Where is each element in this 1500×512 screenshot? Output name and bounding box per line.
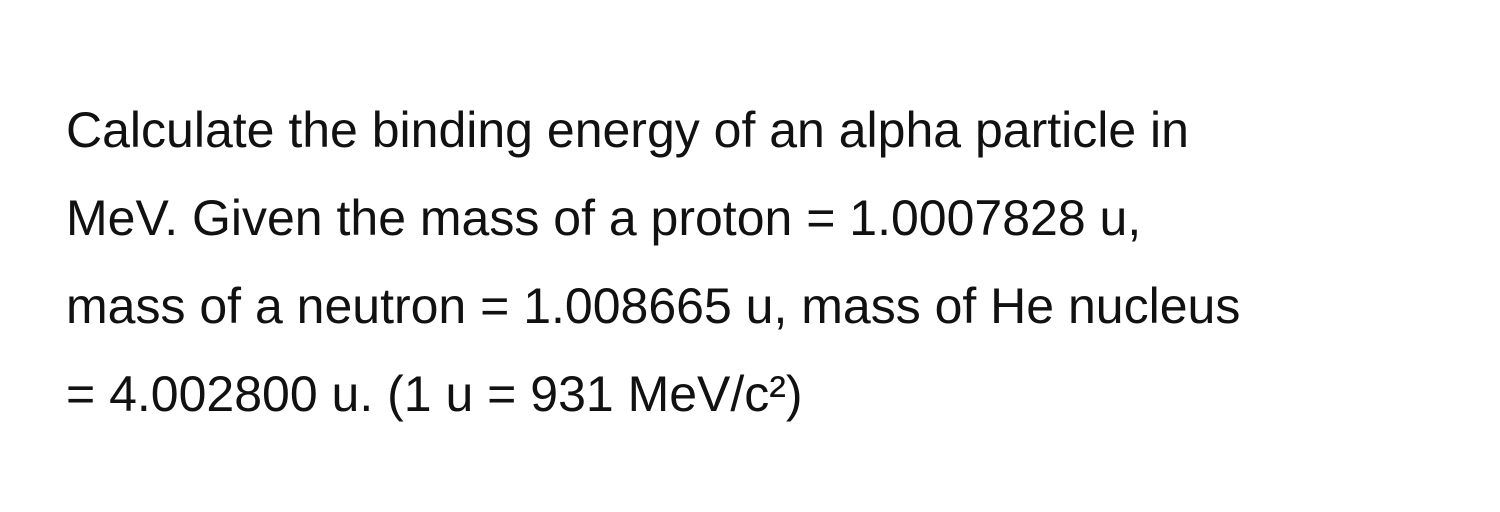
question-text bbox=[66, 86, 1466, 438]
question-line-4: = 4.002800 u. (1 u = 931 MeV/c²) bbox=[66, 366, 803, 422]
question-line-3: mass of a neutron = 1.008665 u, mass of He nucleus bbox=[66, 278, 1241, 334]
question-line-1: Calculate the binding energy of an alpha particle in bbox=[66, 102, 1189, 158]
question-line-2: MeV. Given the mass of a proton = 1.0007828 u, bbox=[66, 190, 1142, 246]
